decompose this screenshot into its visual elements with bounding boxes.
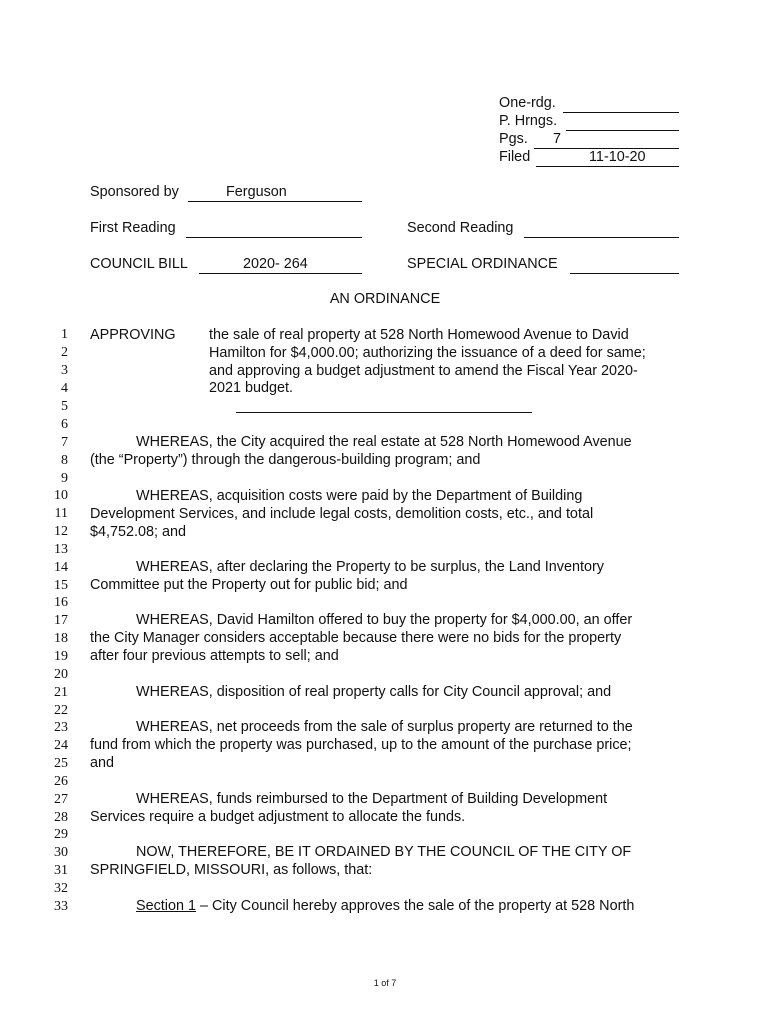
line-number: 1	[61, 327, 68, 342]
filed-value: 11-10-20	[589, 149, 646, 165]
paragraph-line: WHEREAS, after declaring the Property to be surplus, the Land Inventory	[136, 559, 604, 575]
filed-field	[536, 149, 679, 167]
special-ordinance-label: SPECIAL ORDINANCE	[407, 256, 558, 272]
paragraph-line: (the “Property”) through the dangerous-building program; and	[90, 451, 481, 468]
paragraph-line	[90, 898, 662, 916]
line-number: 22	[54, 703, 68, 718]
line-number: 30	[54, 845, 68, 860]
paragraph-line: fund from which the property was purchased, up to the amount of the purchase price;	[90, 736, 632, 753]
sponsored-by-field	[188, 184, 362, 202]
filed-label: Filed	[499, 149, 531, 165]
whereas-paragraph	[90, 684, 662, 702]
whereas-paragraph	[90, 559, 662, 595]
council-bill-label: COUNCIL BILL	[90, 256, 188, 272]
line-number: 26	[54, 774, 68, 789]
line-number: 2	[61, 345, 68, 360]
paragraph-line: the City Manager considers acceptable because there were no bids for the property	[90, 629, 622, 646]
paragraph-line: WHEREAS, net proceeds from the sale of surplus property are returned to the	[136, 719, 633, 735]
line-number: 21	[54, 685, 68, 700]
line-number: 23	[54, 720, 68, 735]
paragraph-line: WHEREAS, disposition of real property calls for City Council approval; and	[136, 684, 612, 700]
line-number: 18	[54, 631, 68, 646]
pgs-value: 7	[553, 131, 562, 147]
line-number: 24	[54, 738, 68, 753]
whereas-paragraph	[90, 612, 662, 665]
ordaining-paragraph	[90, 844, 662, 880]
paragraph-line: and	[90, 754, 115, 771]
whereas-paragraph	[90, 791, 662, 827]
line-number: 29	[54, 827, 68, 842]
paragraph-line: WHEREAS, acquisition costs were paid by the Department of Building	[136, 488, 583, 504]
section-1-heading: Section 1	[136, 898, 197, 914]
paragraph-line: Committee put the Property out for public bid; and	[90, 576, 408, 593]
page-number-footer: 1 of 7	[373, 978, 397, 988]
approving-text	[209, 327, 669, 398]
line-number: 14	[54, 560, 68, 575]
second-reading-label: Second Reading	[407, 220, 514, 236]
approving-line: and approving a budget adjustment to amend the Fiscal Year 2020-	[209, 362, 638, 379]
approving-label: APPROVING	[90, 327, 176, 343]
line-number: 3	[61, 363, 68, 378]
title-divider-line	[236, 412, 532, 413]
line-number: 25	[54, 756, 68, 771]
approving-line: 2021 budget.	[209, 380, 294, 397]
sponsor-value: Ferguson	[226, 184, 287, 200]
whereas-paragraph	[90, 719, 662, 772]
first-reading-label: First Reading	[90, 220, 176, 236]
line-number: 16	[54, 595, 68, 610]
line-number: 20	[54, 667, 68, 682]
whereas-paragraph	[90, 488, 662, 541]
council-bill-field	[199, 256, 362, 274]
line-number: 10	[54, 488, 68, 503]
paragraph-line: WHEREAS, David Hamilton offered to buy the property for $4,000.00, an offer	[136, 612, 633, 628]
special-ordinance-field	[570, 256, 679, 274]
p-hrngs-label: P. Hrngs.	[499, 113, 558, 129]
section-1-text: – City Council hereby approves the sale of the property at 528 North	[196, 898, 635, 914]
ordinance-title: AN ORDINANCE	[329, 291, 441, 307]
pgs-label: Pgs.	[499, 131, 528, 147]
paragraph-line: $4,752.08; and	[90, 523, 187, 540]
line-number: 7	[61, 435, 68, 450]
line-number: 8	[61, 453, 68, 468]
line-number: 27	[54, 792, 68, 807]
approving-line: the sale of real property at 528 North Homewood Avenue to David	[209, 327, 629, 343]
line-number: 32	[54, 881, 68, 896]
one-rdg-field	[563, 95, 679, 113]
line-number: 9	[61, 471, 68, 486]
section-1-paragraph	[90, 898, 662, 916]
line-number: 6	[61, 417, 68, 432]
line-number: 33	[54, 899, 68, 914]
second-reading-field	[524, 220, 679, 238]
line-number: 4	[61, 381, 68, 396]
line-number: 17	[54, 613, 68, 628]
line-number: 19	[54, 649, 68, 664]
paragraph-line: NOW, THEREFORE, BE IT ORDAINED BY THE COUNCIL OF THE CITY OF	[136, 844, 632, 860]
one-rdg-label: One-rdg.	[499, 95, 556, 111]
paragraph-line: WHEREAS, funds reimbursed to the Department of Building Development	[136, 791, 608, 807]
whereas-paragraph	[90, 434, 662, 470]
sponsored-by-label: Sponsored by	[90, 184, 179, 200]
first-reading-field	[186, 220, 362, 238]
paragraph-line: Services require a budget adjustment to allocate the funds.	[90, 808, 466, 825]
line-number: 12	[54, 524, 68, 539]
paragraph-line: SPRINGFIELD, MISSOURI, as follows, that:	[90, 861, 373, 878]
approving-line: Hamilton for $4,000.00; authorizing the issuance of a deed for same;	[209, 344, 646, 361]
council-bill-value: 2020- 264	[243, 256, 308, 272]
line-number: 11	[54, 506, 68, 521]
line-number: 28	[54, 810, 68, 825]
pgs-field	[534, 131, 679, 149]
line-number: 15	[54, 578, 68, 593]
line-number: 13	[54, 542, 68, 557]
paragraph-line: after four previous attempts to sell; and	[90, 647, 339, 664]
paragraph-line: Development Services, and include legal costs, demolition costs, etc., and total	[90, 505, 594, 522]
line-number: 5	[61, 399, 68, 414]
line-number: 31	[54, 863, 68, 878]
paragraph-line: WHEREAS, the City acquired the real estate at 528 North Homewood Avenue	[136, 434, 632, 450]
p-hrngs-field	[566, 113, 679, 131]
